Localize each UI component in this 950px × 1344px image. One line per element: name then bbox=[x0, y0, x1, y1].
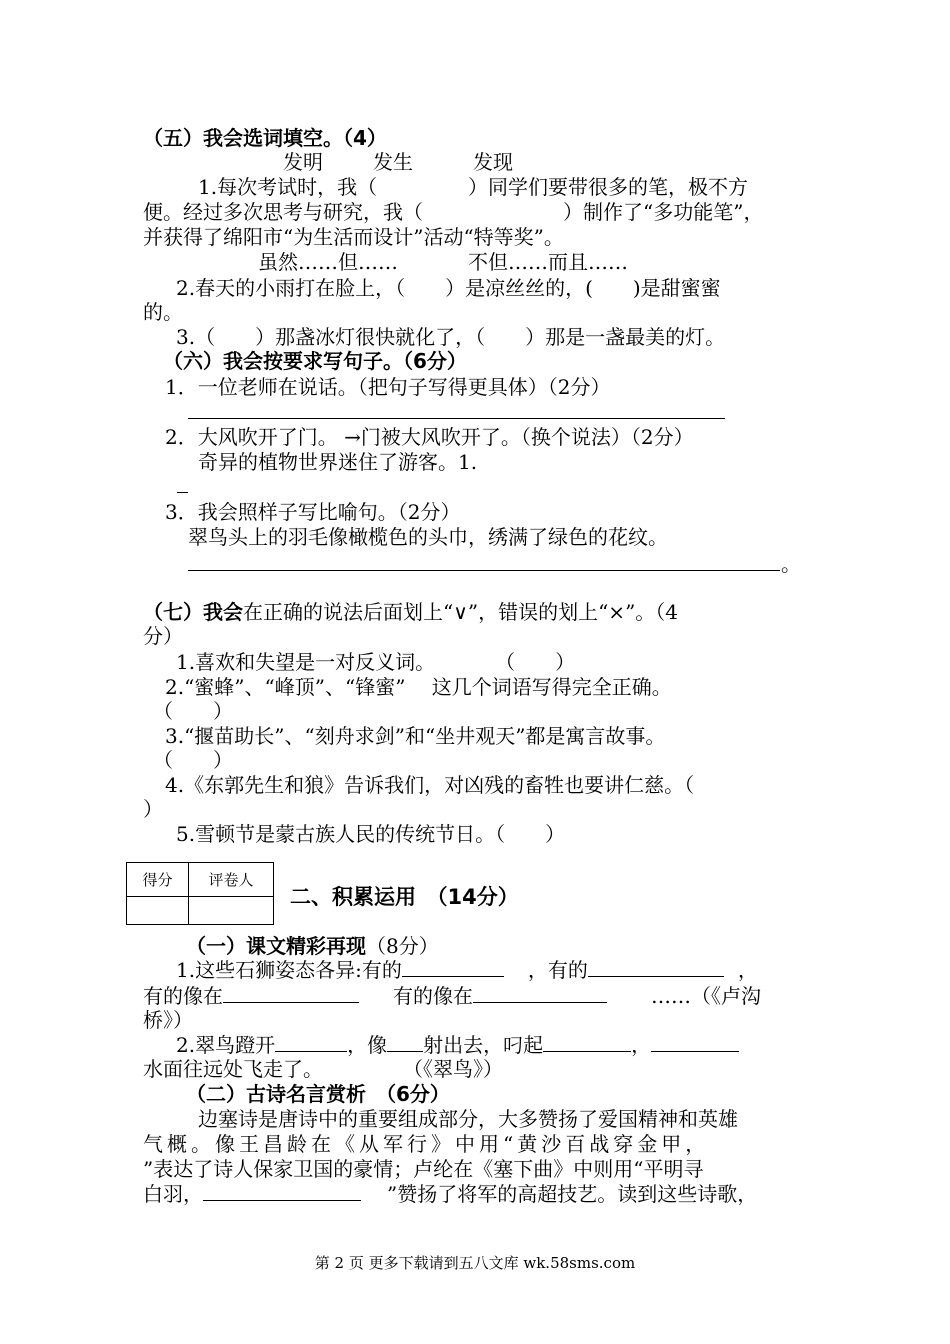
s7-item-4: 4.《东郭先生和狼》告诉我们，对凶残的畜牲也要讲仁慈。（ bbox=[165, 773, 695, 797]
answer-line-3-period: 。 bbox=[781, 552, 801, 576]
page-footer: 第 2 页 更多下载请到五八文库 wk.58sms.com bbox=[314, 1254, 636, 1272]
s5-q1-part-d: ）制作了“多功能笔”， bbox=[563, 200, 764, 224]
p2-l1-a: 1.这些石狮姿态各异:有的 bbox=[176, 958, 402, 982]
grader-cell[interactable] bbox=[189, 897, 274, 925]
section-7-title-bold: （七）我会 bbox=[143, 600, 243, 624]
sub-1-score: （8分） bbox=[366, 934, 439, 958]
p2-l4-a: 2.翠鸟蹬开 bbox=[176, 1033, 276, 1057]
p2-para-4-b: ”赞扬了将军的高超技艺。读到这些诗歌， bbox=[387, 1182, 758, 1206]
s5-q1-part-a: 1.每次考试时，我（ bbox=[198, 175, 378, 199]
s6-q2-example: 奇异的植物世界迷住了游客。1. bbox=[198, 450, 478, 474]
s7-item-3-bracket: （ ） bbox=[153, 748, 233, 772]
answer-line-2[interactable] bbox=[177, 492, 188, 493]
s5-q2-line-2: 的。 bbox=[143, 300, 183, 324]
conjunction-choice-1: 虽然……但…… bbox=[258, 250, 398, 274]
p2-para-1: 边塞诗是唐诗中的重要组成部分，大多赞扬了爱国精神和英雄 bbox=[198, 1107, 738, 1131]
s5-q3: 3.（ ）那盏冰灯很快就化了，（ ）那是一盏最美的灯。 bbox=[176, 325, 726, 349]
blank-2[interactable] bbox=[588, 958, 724, 977]
blank-9[interactable] bbox=[203, 1182, 361, 1201]
s6-q3-example: 翠鸟头上的羽毛像橄榄色的头巾，绣满了绿色的花纹。 bbox=[188, 525, 668, 549]
p2-l4-d: ， bbox=[631, 1033, 652, 1057]
p2-l5: 水面往远处飞走了。 （《翠鸟》） bbox=[143, 1057, 503, 1081]
p2-l4-b: ，像 bbox=[347, 1033, 388, 1057]
score-table bbox=[126, 862, 274, 925]
word-choice-3: 发现 bbox=[473, 150, 513, 174]
section-7-title-cont: 分） bbox=[143, 624, 183, 648]
p2-para-3: ”表达了诗人保家卫国的豪情；卢纶在《塞下曲》中则用“平明寻 bbox=[143, 1157, 704, 1181]
p2-l1-c: ， bbox=[737, 958, 758, 982]
part-2-title: 二、积累运用 （14分） bbox=[290, 885, 519, 909]
s6-q1: 1．一位老师在说话。（把句子写得更具体）（2分） bbox=[165, 375, 611, 399]
s7-item-2-bracket: （ ） bbox=[153, 699, 233, 723]
p2-para-4-a: 白羽， bbox=[143, 1182, 203, 1206]
section-6-title: （六）我会按要求写句子。（6分） bbox=[163, 349, 467, 373]
blank-3[interactable] bbox=[223, 984, 359, 1003]
p2-l1-b: ，有的 bbox=[527, 958, 588, 982]
blank-7[interactable] bbox=[543, 1033, 631, 1052]
blank-5[interactable] bbox=[275, 1033, 347, 1052]
p2-para-2: 气概。像王昌龄在《从军行》中用“黄沙百战穿金甲， bbox=[143, 1132, 710, 1156]
s7-item-2: 2.“蜜蜂”、“峰顶”、“锋蜜” 这几个词语写得完全正确。 bbox=[165, 675, 672, 699]
answer-line-1[interactable] bbox=[188, 418, 725, 419]
score-header: 得分 bbox=[127, 863, 189, 897]
s7-item-1: 1.喜欢和失望是一对反义词。 （ ） bbox=[176, 650, 576, 674]
s7-item-5: 5.雪顿节是蒙古族人民的传统节日。（ ） bbox=[176, 822, 566, 846]
grader-header: 评卷人 bbox=[189, 863, 274, 897]
section-7-title-rest: 在正确的说法后面划上“∨”，错误的划上“×”。（4 bbox=[243, 600, 679, 624]
blank-8[interactable] bbox=[651, 1033, 739, 1052]
blank-4[interactable] bbox=[473, 984, 607, 1003]
p2-l4-c: 射出去，叼起 bbox=[423, 1033, 544, 1057]
s7-item-3: 3.“揠苗助长”、“刻舟求剑”和“坐井观天”都是寓言故事。 bbox=[165, 724, 666, 748]
score-cell[interactable] bbox=[127, 897, 189, 925]
s5-q1-part-c: 便。经过多次思考与研究，我（ bbox=[143, 200, 423, 224]
section-7-title bbox=[143, 600, 678, 624]
s6-q2: 2．大风吹开了门。 →门被大风吹开了。（换个说法）（2分） bbox=[165, 425, 694, 449]
sub-1-title: （一）课文精彩再现 bbox=[186, 934, 366, 958]
sub-2-title: （二）古诗名言赏析 （6分） bbox=[186, 1082, 450, 1106]
p2-l3: 桥》） bbox=[143, 1008, 193, 1032]
p2-l2-a: 有的像在 bbox=[143, 984, 223, 1008]
answer-line-3[interactable] bbox=[188, 570, 780, 571]
s6-q3: 3．我会照样子写比喻句。（2分） bbox=[165, 500, 461, 524]
blank-6[interactable] bbox=[387, 1033, 423, 1052]
s5-q1-part-b: ）同学们要带很多的笔，极不方 bbox=[468, 175, 748, 199]
blank-1[interactable] bbox=[402, 958, 504, 977]
word-choice-1: 发明 bbox=[283, 150, 323, 174]
s7-item-4-bracket: ） bbox=[143, 797, 163, 821]
section-5-title: （五）我会选词填空。（4） bbox=[143, 126, 387, 150]
s5-q1-part-e: 并获得了绵阳市“为生活而设计”活动“特等奖”。 bbox=[143, 225, 564, 249]
p2-l2-b: 有的像在 bbox=[393, 984, 473, 1008]
conjunction-choice-2: 不但……而且…… bbox=[468, 250, 628, 274]
p2-l2-c: ……（《卢沟 bbox=[651, 984, 761, 1008]
s5-q2-line-1: 2.春天的小雨打在脸上，（ ）是凉丝丝的，( )是甜蜜蜜 bbox=[176, 276, 721, 300]
word-choice-2: 发生 bbox=[373, 150, 413, 174]
